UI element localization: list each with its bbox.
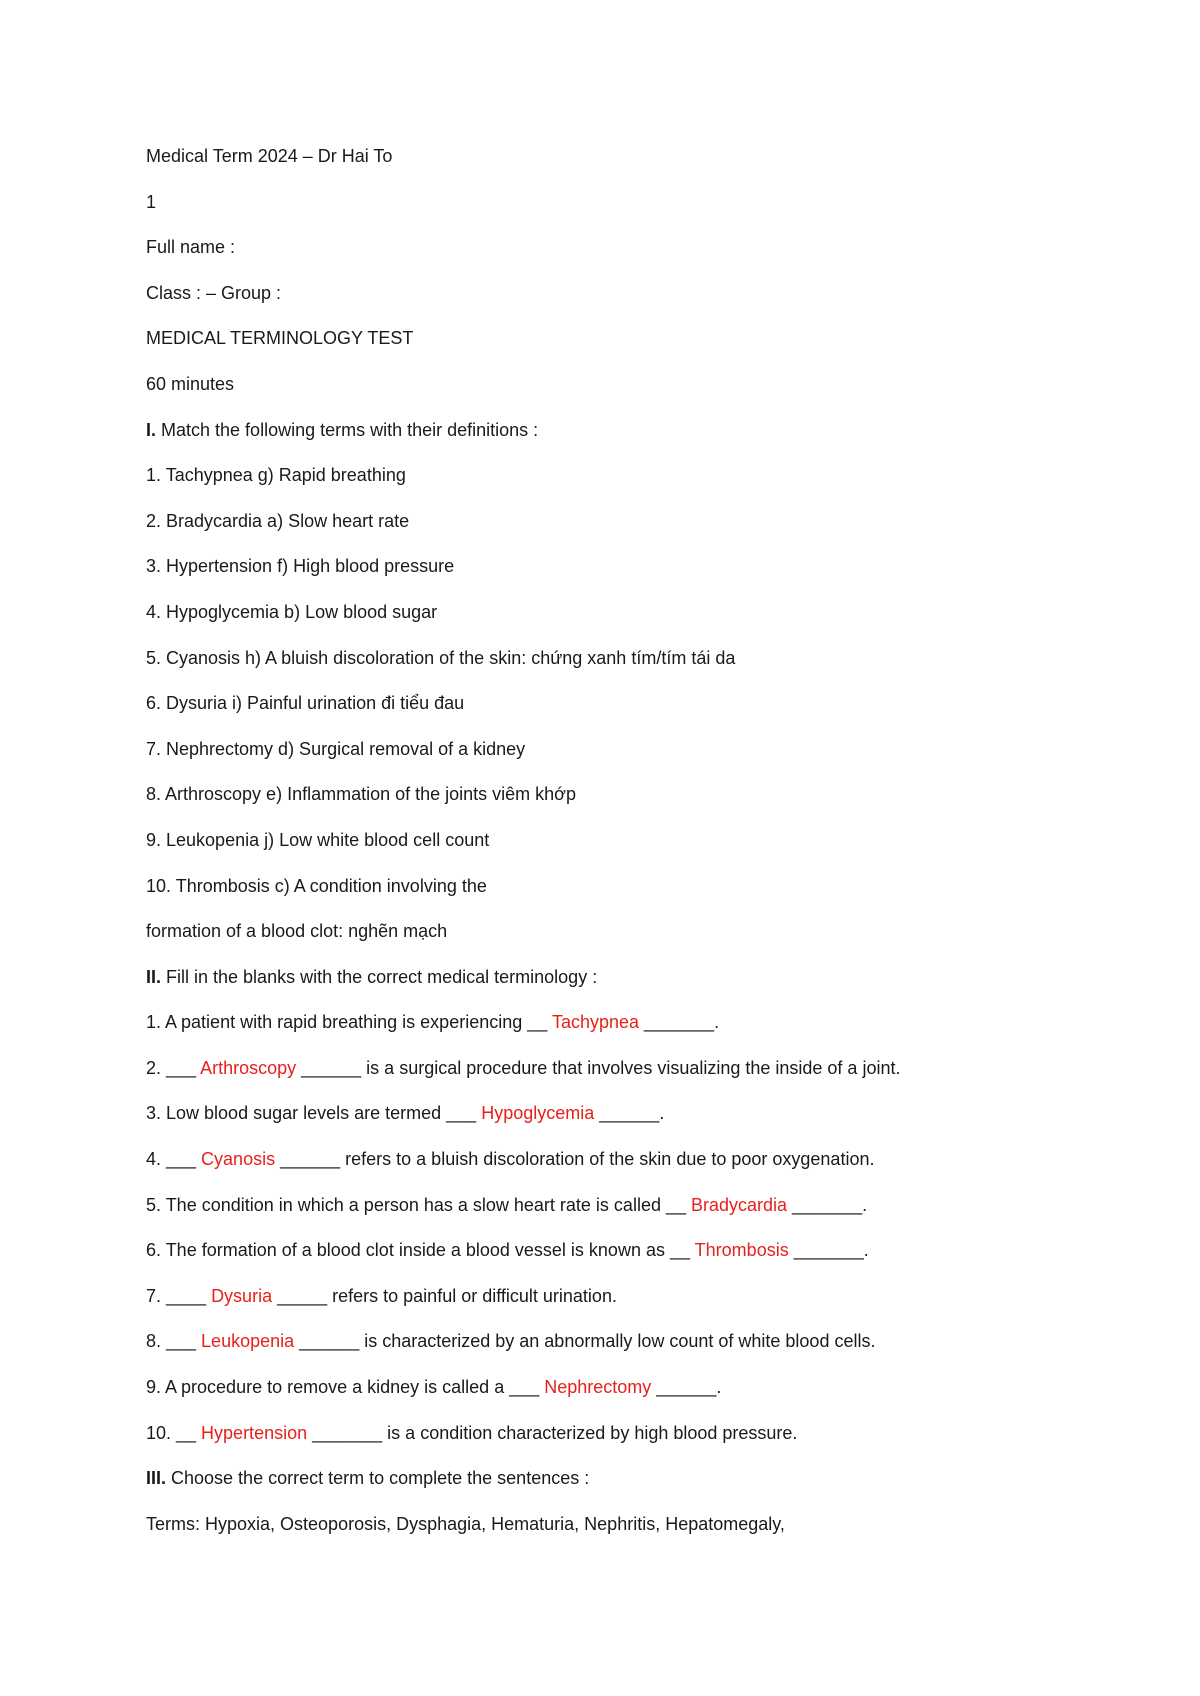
fill-blank-post: ______ is a surgical procedure that involves visualizing the inside of a joint. — [296, 1057, 901, 1078]
match-item: 9. Leukopenia j) Low white blood cell count — [146, 829, 490, 850]
fill-blank-post: ______. — [651, 1377, 722, 1398]
fill-blank-item — [146, 1104, 1106, 1150]
fill-blank-pre: 1. A patient with rapid breathing is experiencing __ — [146, 1012, 552, 1033]
fill-blank-pre: 5. The condition in which a person has a slow heart rate is called __ — [146, 1194, 691, 1215]
fill-blank-answer: Tachypnea — [551, 1012, 640, 1033]
fill-blank-item — [146, 1150, 1106, 1196]
match-item: 4. Hypoglycemia b) Low blood sugar — [146, 601, 438, 622]
fill-blank-item — [146, 1332, 1106, 1378]
fill-blank-post: ______ refers to a bluish discoloration of the skin due to poor oxygenation. — [275, 1149, 875, 1170]
fill-blank-post: _______. — [787, 1194, 868, 1215]
section1-heading-text: Match the following terms with their definitions : — [156, 419, 539, 440]
fill-blank-pre: 9. A procedure to remove a kidney is called a ___ — [146, 1377, 545, 1398]
fill-blank-pre: 3. Low blood sugar levels are termed ___ — [146, 1103, 482, 1124]
section1-number: I. — [146, 419, 157, 440]
fill-blank-pre: 8. ___ — [146, 1331, 202, 1352]
section3-number: III. — [146, 1468, 167, 1489]
fill-blank-pre: 2. ___ — [146, 1057, 201, 1078]
document-body — [146, 147, 1106, 1560]
fill-blank-answer: Bradycardia — [690, 1194, 788, 1215]
fill-blank-answer: Dysuria — [211, 1285, 273, 1306]
class-group-label: Class : – Group : — [146, 282, 282, 303]
fill-blank-item — [146, 1241, 1106, 1287]
fill-blank-answer: Cyanosis — [201, 1149, 276, 1170]
test-duration: 60 minutes — [146, 373, 235, 394]
fill-blank-item — [146, 1013, 1106, 1059]
fill-blank-pre: 4. ___ — [146, 1149, 202, 1170]
section3-terms: Terms: Hypoxia, Osteoporosis, Dysphagia, Hematuria, Nephritis, Hepatomegaly, — [146, 1513, 785, 1534]
match-item: 1. Tachypnea g) Rapid breathing — [146, 465, 406, 486]
match-item: 3. Hypertension f) High blood pressure — [146, 556, 455, 577]
document-header-title: Medical Term 2024 – Dr Hai To — [146, 146, 393, 166]
fill-blank-answer: Arthroscopy — [200, 1057, 297, 1078]
match-item: 2. Bradycardia a) Slow heart rate — [146, 510, 410, 531]
section3-heading-text: Choose the correct term to complete the sentences : — [166, 1468, 590, 1489]
match-item: 7. Nephrectomy d) Surgical removal of a kidney — [146, 738, 526, 759]
section3-heading — [146, 1469, 1106, 1515]
page-number: 1 — [146, 191, 157, 212]
section2-heading — [146, 968, 1106, 1014]
fill-blank-item — [146, 1196, 1106, 1242]
fill-blank-post: _____ refers to painful or difficult urination. — [272, 1285, 617, 1306]
section2-heading-text: Fill in the blanks with the correct medical terminology : — [161, 966, 598, 987]
test-title: MEDICAL TERMINOLOGY TEST — [146, 328, 414, 349]
section2-number: II. — [146, 966, 162, 987]
fill-blank-answer: Leukopenia — [201, 1331, 295, 1352]
fill-blank-post: ______ is characterized by an abnormally low count of white blood cells. — [294, 1331, 876, 1352]
fill-blank-answer: Hypertension — [201, 1422, 308, 1443]
full-name-label: Full name : — [146, 237, 236, 258]
fill-blank-pre: 6. The formation of a blood clot inside a blood vessel is known as __ — [146, 1240, 695, 1261]
fill-blank-item — [146, 1059, 1106, 1105]
fill-blank-post: _______. — [639, 1012, 720, 1033]
fill-blank-answer: Thrombosis — [694, 1240, 789, 1261]
fill-blank-item — [146, 1424, 1106, 1470]
match-item-continuation: formation of a blood clot: nghẽn mạch — [146, 921, 448, 942]
fill-blank-post: _______. — [788, 1240, 869, 1261]
fill-blank-answer: Nephrectomy — [544, 1377, 652, 1398]
match-item: 6. Dysuria i) Painful urination đi tiểu đau — [146, 693, 465, 714]
section1-heading — [146, 421, 1106, 467]
fill-blank-pre: 7. ____ — [146, 1285, 212, 1306]
fill-blank-pre: 10. __ — [146, 1422, 202, 1443]
fill-blank-answer: Hypoglycemia — [481, 1103, 595, 1124]
fill-blank-item — [146, 1378, 1106, 1424]
match-item: 8. Arthroscopy e) Inflammation of the joints viêm khớp — [146, 784, 576, 805]
fill-blank-post: _______ is a condition characterized by high blood pressure. — [307, 1422, 798, 1443]
fill-blank-post: ______. — [594, 1103, 665, 1124]
match-item: 10. Thrombosis c) A condition involving the — [146, 875, 487, 896]
match-item: 5. Cyanosis h) A bluish discoloration of the skin: chứng xanh tím/tím tái da — [146, 647, 736, 668]
fill-blank-item — [146, 1287, 1106, 1333]
